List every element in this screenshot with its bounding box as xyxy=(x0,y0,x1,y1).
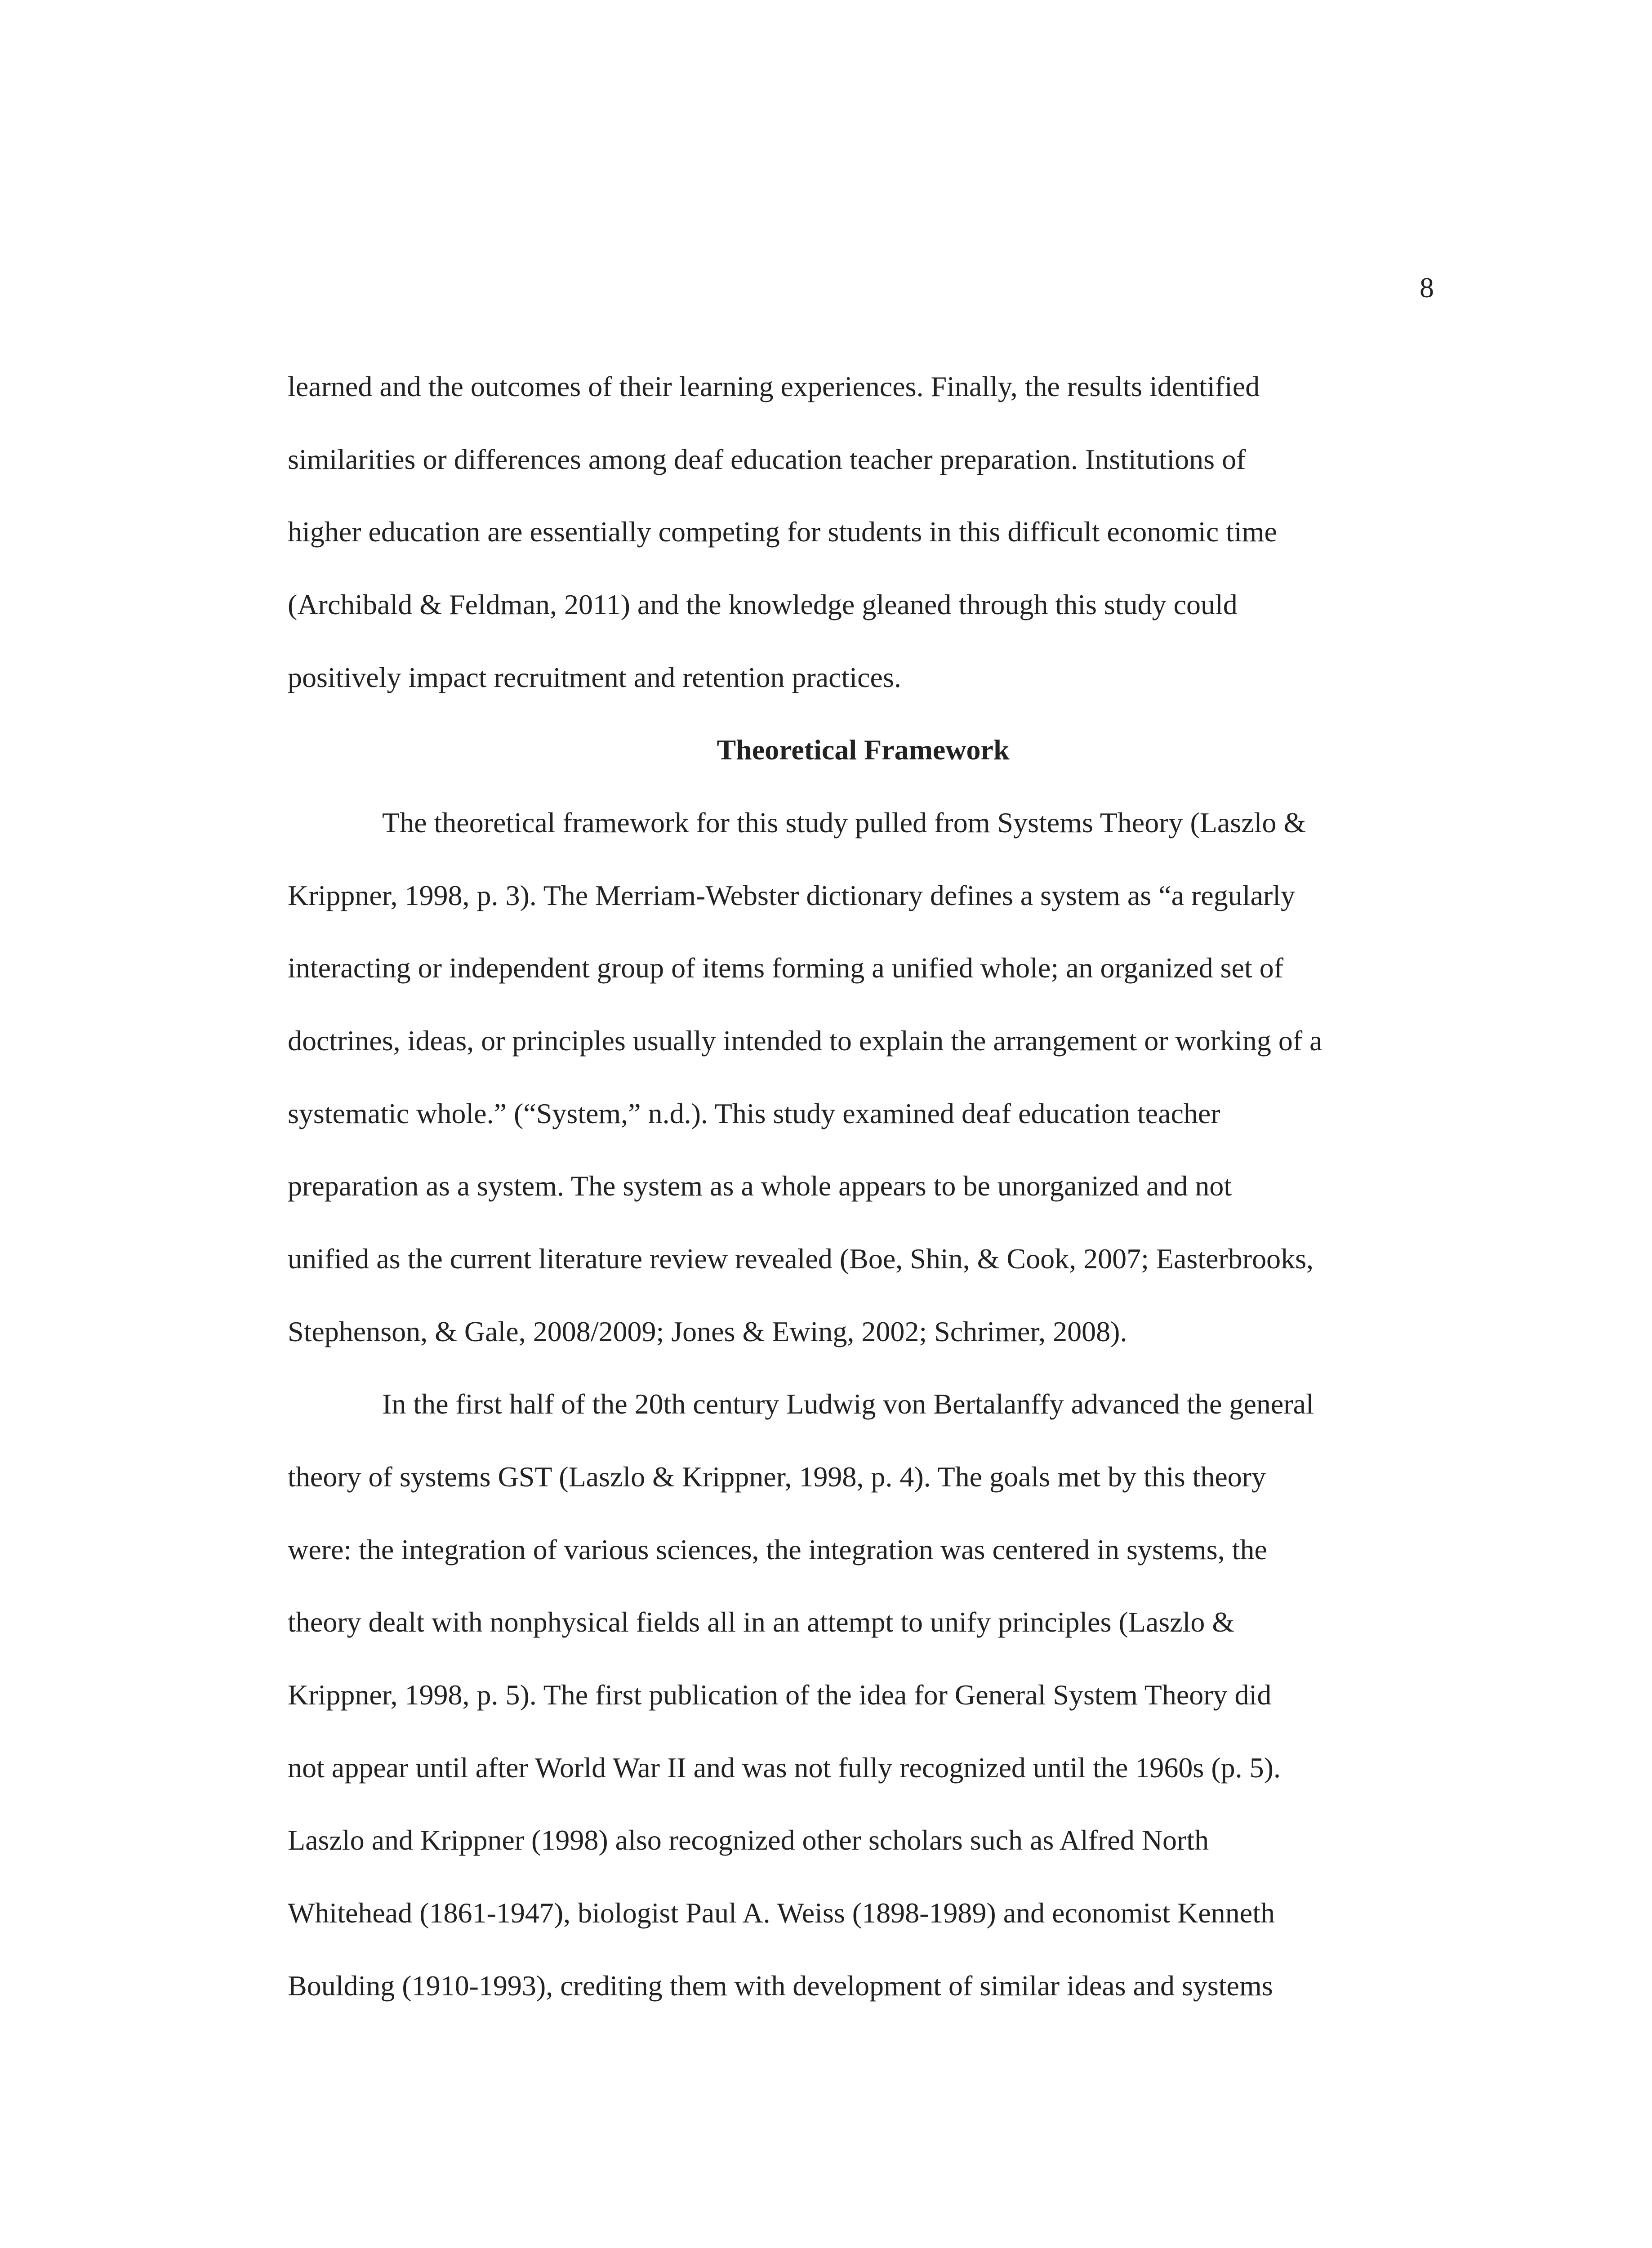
paragraph-line: The theoretical framework for this study pulled from Systems Theory (Laszlo & xyxy=(382,807,1306,839)
paragraph-line: (Archibald & Feldman, 2011) and the knowledge gleaned through this study could xyxy=(288,589,1238,620)
paragraph-line: higher education are essentially competing for students in this difficult economic time xyxy=(288,516,1277,548)
paragraph-line: interacting or independent group of items forming a unified whole; an organized set of xyxy=(288,952,1284,984)
section-heading: Theoretical Framework xyxy=(717,734,1010,766)
paragraph-line: not appear until after World War II and was not fully recognized until the 1960s (p. 5). xyxy=(288,1752,1281,1784)
paragraph-line: Stephenson, & Gale, 2008/2009; Jones & Ewing, 2002; Schrimer, 2008). xyxy=(288,1316,1127,1347)
paragraph-line: systematic whole.” (“System,” n.d.). This study examined deaf education teacher xyxy=(288,1097,1220,1129)
page-number: 8 xyxy=(1420,272,1434,303)
paragraph-line: Krippner, 1998, p. 3). The Merriam-Webster dictionary defines a system as “a regularly xyxy=(288,879,1296,911)
paragraph-line: preparation as a system. The system as a whole appears to be unorganized and not xyxy=(288,1170,1232,1202)
paragraph-line: learned and the outcomes of their learning experiences. Finally, the results identified xyxy=(288,370,1260,402)
paragraph-line: similarities or differences among deaf education teacher preparation. Institutions of xyxy=(288,443,1246,475)
paragraph-line: theory of systems GST (Laszlo & Krippner, 1998, p. 4). The goals met by this theory xyxy=(288,1461,1266,1493)
paragraph-line: theory dealt with nonphysical fields all in an attempt to unify principles (Laszlo & xyxy=(288,1606,1235,1638)
paragraph-line: Krippner, 1998, p. 5). The first publication of the idea for General System Theory did xyxy=(288,1679,1272,1711)
paragraph-line: unified as the current literature review revealed (Boe, Shin, & Cook, 2007; Easterbrooks, xyxy=(288,1243,1314,1275)
paragraph-line: were: the integration of various sciences, the integration was centered in systems, the xyxy=(288,1534,1267,1566)
paragraph-line: Laszlo and Krippner (1998) also recognized other scholars such as Alfred North xyxy=(288,1824,1209,1856)
paragraph-line: In the first half of the 20th century Ludwig von Bertalanffy advanced the general xyxy=(382,1388,1314,1420)
paragraph-line: positively impact recruitment and retention practices. xyxy=(288,661,901,693)
paragraph-line: Whitehead (1861-1947), biologist Paul A. Weiss (1898-1989) and economist Kenneth xyxy=(288,1897,1275,1929)
paragraph-line: doctrines, ideas, or principles usually intended to explain the arrangement or working of a xyxy=(288,1025,1322,1057)
paragraph-line: Boulding (1910-1993), crediting them with development of similar ideas and systems xyxy=(288,1970,1273,2002)
